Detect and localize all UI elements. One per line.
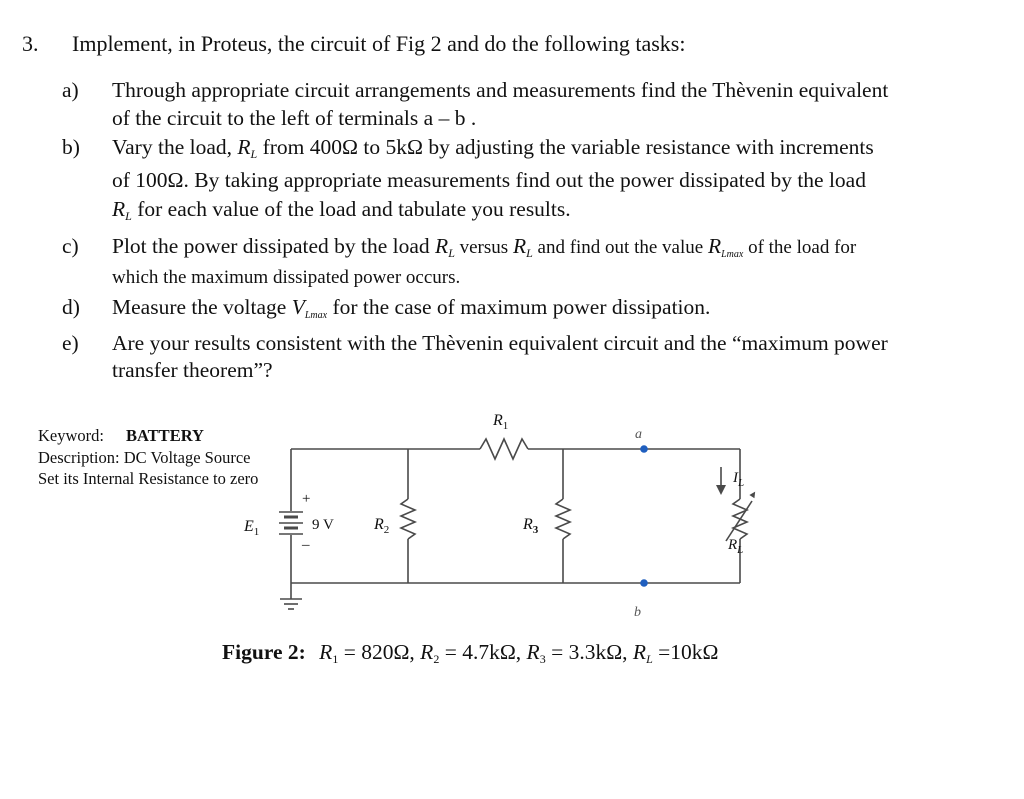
il-label: $I_L$ — [733, 470, 745, 489]
r3-zigzag — [556, 499, 570, 539]
battery-symbol — [279, 512, 303, 534]
r1-zigzag — [480, 439, 528, 459]
task-e-label: e) — [62, 331, 79, 355]
task-b-label: b) — [62, 135, 80, 159]
keyword-value: BATTERY — [125, 426, 204, 445]
caption-r1-symbol: R — [319, 640, 333, 664]
task-d-line1-part1: Measure the voltage — [112, 295, 292, 319]
caption-rl-sub: L — [646, 652, 653, 666]
minus-sign: – — [302, 537, 310, 553]
plus-sign: + — [302, 491, 311, 507]
task-b-line2: of 100Ω. By taking appropriate measurements find out the power dissipated by the load — [112, 168, 866, 192]
rl-arrow-head — [749, 490, 757, 498]
task-a-line2: of the circuit to the left of terminals a – b . — [112, 106, 477, 130]
symbol-sub-lmax: Lmax — [721, 249, 744, 260]
task-e-line2: transfer theorem”? — [112, 358, 273, 382]
task-c-line1-part3: and find out the value — [532, 237, 708, 258]
symbol-r: R — [707, 234, 722, 258]
symbol-sub-lmax: Lmax — [304, 310, 328, 321]
task-b-line1 — [112, 133, 992, 168]
figure-caption — [222, 640, 718, 667]
symbol-v: V — [291, 295, 305, 319]
instruction-line: Set its Internal Resistance to zero — [38, 469, 259, 488]
terminal-b-label: b — [634, 605, 641, 620]
caption-r3-sub: 3 — [539, 652, 546, 666]
description-line: Description: DC Voltage Source — [38, 448, 251, 467]
task-b-line1-part2: from 400Ω to 5kΩ by adjusting the variable resistance with increments — [257, 135, 874, 159]
symbol-sub-l: L — [125, 209, 132, 223]
caption-r3-symbol: R — [526, 640, 540, 664]
r2-zigzag — [401, 499, 415, 539]
question-number: 3. — [22, 31, 39, 56]
caption-r1-value: = 820Ω, — [343, 640, 415, 664]
task-c-line1-part2: versus — [454, 237, 513, 258]
task-b-line1-part1: Vary the load, — [112, 135, 238, 159]
task-e-line1: Are your results consistent with the Thèvenin equivalent circuit and the “maximum power — [112, 331, 888, 355]
terminal-b-dot — [640, 579, 648, 587]
caption-label: Figure 2: — [222, 640, 306, 664]
task-c-label: c) — [62, 234, 79, 258]
r2-label: $R_2$ — [374, 516, 390, 536]
circuit-diagram — [230, 405, 790, 630]
source-label: $E_1$ — [244, 518, 260, 538]
r1-label: $R_1$ — [493, 412, 509, 432]
task-d-line1-part2: for the case of maximum power dissipation. — [327, 295, 711, 319]
terminal-a-dot — [640, 445, 648, 453]
caption-r1-sub: 1 — [332, 652, 339, 666]
symbol-r: R — [237, 135, 251, 159]
caption-r2-sub: 2 — [433, 652, 440, 666]
task-a-line1: Through appropriate circuit arrangements and measurements find the Thèvenin equivalent — [112, 78, 889, 102]
terminal-a-label: a — [635, 427, 642, 442]
caption-r2-symbol: R — [420, 640, 434, 664]
question-heading: Implement, in Proteus, the circuit of Fig 2 and do the following tasks: — [72, 31, 686, 56]
keyword-line — [38, 426, 204, 446]
task-c-line1-part4: of the load for — [743, 237, 857, 258]
task-a-label: a) — [62, 78, 79, 102]
symbol-sub-l: L — [250, 147, 258, 161]
symbol-r: R — [112, 197, 126, 221]
task-c-line2: which the maximum dissipated power occurs. — [112, 267, 461, 288]
task-b-line3-part2: for each value of the load and tabulate you results. — [131, 197, 571, 221]
task-d-line1 — [112, 293, 992, 330]
rl-label: $R_L$ — [728, 537, 744, 556]
caption-rl-value: =10kΩ — [658, 640, 719, 664]
symbol-sub-l: L — [448, 246, 455, 260]
caption-r2-value: = 4.7kΩ, — [444, 640, 522, 664]
caption-rl-symbol: R — [632, 640, 647, 664]
r3-label: $R_3$ — [523, 516, 539, 536]
il-arrow-head — [716, 485, 726, 495]
symbol-r: R — [512, 234, 527, 258]
symbol-sub-l: L — [526, 246, 533, 260]
symbol-r: R — [435, 234, 449, 258]
source-value: 9 V — [312, 517, 334, 533]
caption-r3-value: = 3.3kΩ, — [551, 640, 628, 664]
keyword-label: Keyword: — [38, 426, 104, 445]
task-d-label: d) — [62, 295, 80, 319]
task-b-line3 — [112, 195, 992, 230]
task-c-line1-part1: Plot the power dissipated by the load — [112, 234, 436, 258]
